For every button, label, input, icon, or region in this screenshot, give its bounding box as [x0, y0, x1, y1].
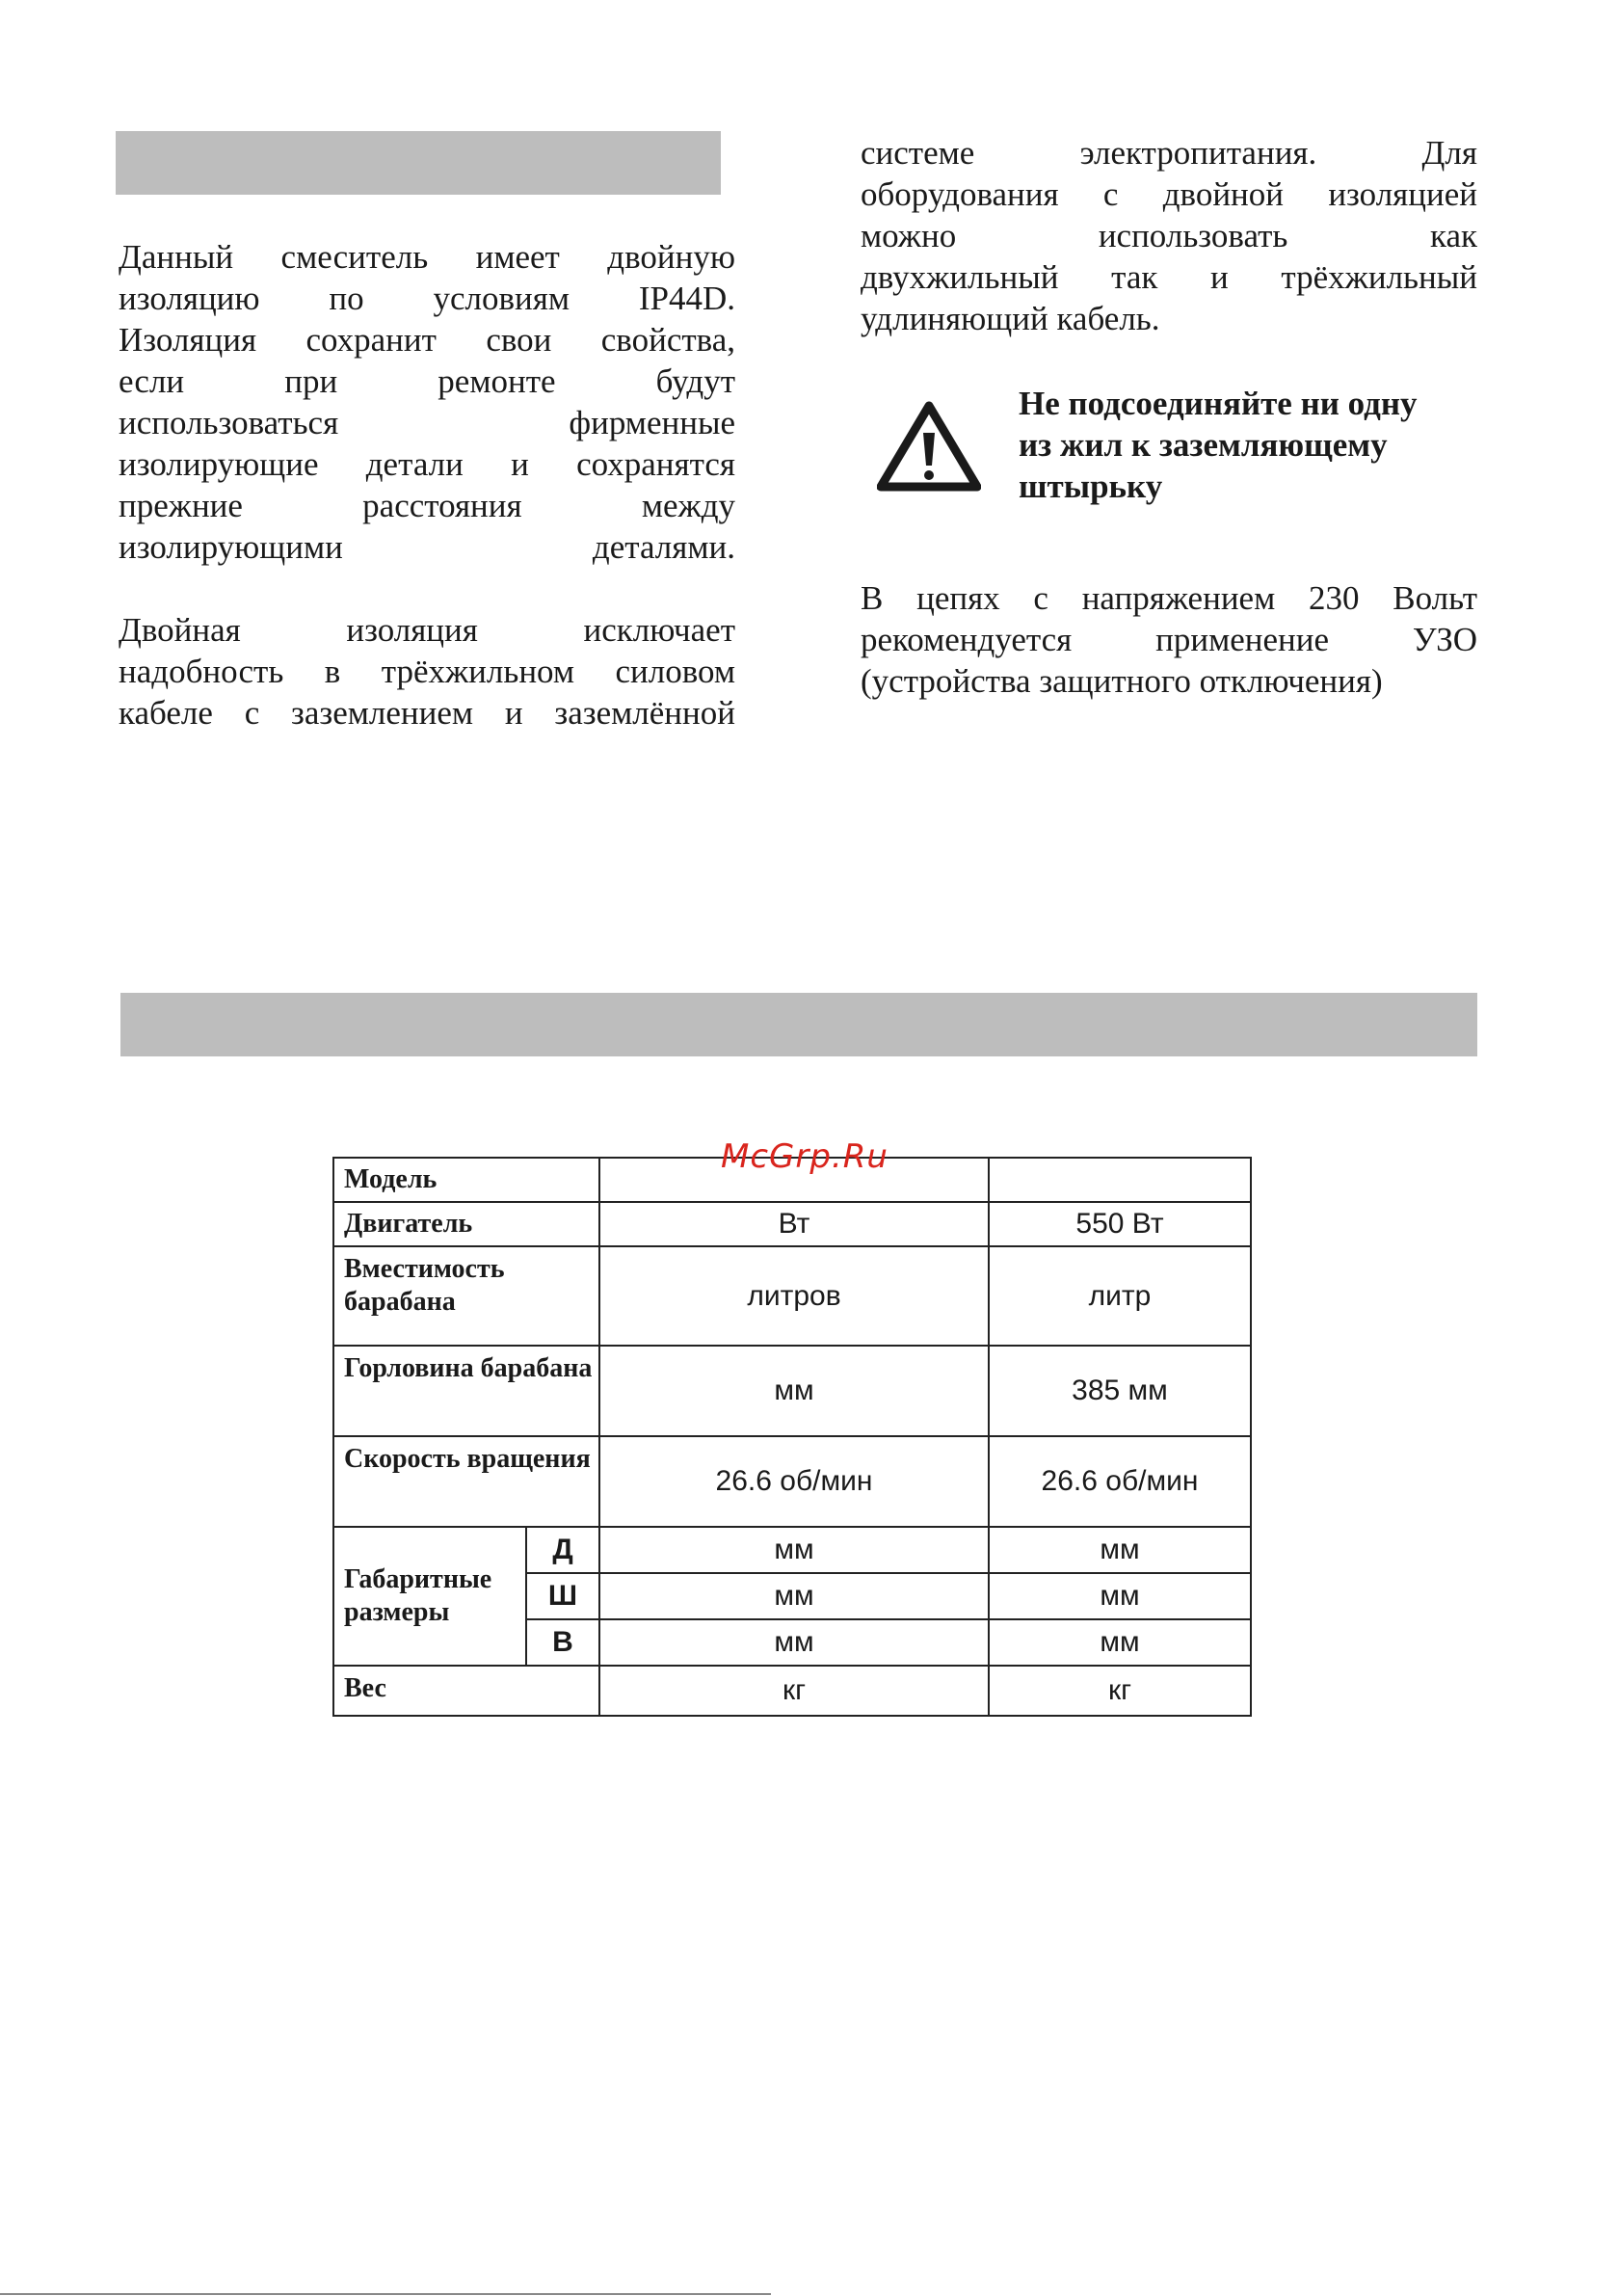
table-row: [333, 1436, 1251, 1527]
footer-divider: [0, 2293, 771, 2295]
right-column-text: [861, 132, 1477, 339]
text-line: двухжильный так и трёхжильный: [861, 258, 1477, 296]
text-line: (устройства защитного отключения): [861, 662, 1383, 700]
row-label-motor: Двигатель: [333, 1202, 599, 1246]
text-line: надобность в трёхжильном силовом: [119, 653, 735, 690]
motor-value-1: Вт: [599, 1202, 989, 1246]
text-line: системе электропитания. Для: [861, 134, 1477, 172]
height-value-2: мм: [989, 1619, 1251, 1666]
text-line: кабеле с заземлением и заземлённой: [119, 694, 735, 732]
motor-value-2: 550 Вт: [989, 1202, 1251, 1246]
dimension-axis-height: В: [526, 1619, 599, 1666]
row-label-model: Модель: [333, 1158, 599, 1202]
text-line: изоляцию по условиям IP44D.: [119, 280, 735, 317]
text-line: изолирующие детали и сохранятся: [119, 445, 735, 483]
table-row: [333, 1527, 1251, 1573]
text-line: рекомендуется применение УЗО: [861, 621, 1477, 658]
weight-value-2: кг: [989, 1666, 1251, 1716]
table-row: [333, 1246, 1251, 1346]
rotation-speed-value-1: 26.6 об/мин: [599, 1436, 989, 1527]
text-line: использоваться фирменные: [119, 404, 735, 441]
section-header-bar: [116, 131, 721, 195]
row-label-weight: Вес: [333, 1666, 599, 1716]
warning-triangle-icon: [877, 400, 981, 493]
dimension-axis-length: Д: [526, 1527, 599, 1573]
warning-line: Не подсоединяйте ни одну: [1019, 385, 1418, 422]
rotation-speed-value-2: 26.6 об/мин: [989, 1436, 1251, 1527]
drum-opening-value-2: 385 мм: [989, 1346, 1251, 1436]
drum-capacity-value-2: литр: [989, 1246, 1251, 1346]
height-value-1: мм: [599, 1619, 989, 1666]
drum-opening-value-1: мм: [599, 1346, 989, 1436]
warning-line: штырьку: [1019, 467, 1163, 505]
watermark-text: McGrp.Ru: [721, 1137, 889, 1176]
left-column-text: [119, 236, 735, 734]
table-row: [333, 1666, 1251, 1716]
section-header-bar: [120, 993, 1477, 1056]
warning-line: из жил к заземляющему: [1019, 426, 1388, 464]
length-value-1: мм: [599, 1527, 989, 1573]
row-label-drum-opening: Горловина барабана: [333, 1346, 599, 1436]
text-line: удлиняющий кабель.: [861, 300, 1160, 337]
text-line: если при ремонте будут: [119, 362, 735, 400]
text-line: Данный смеситель имеет двойную: [119, 238, 735, 276]
row-label-drum-capacity: Вместимость барабана: [333, 1246, 599, 1346]
specifications-table: [332, 1157, 1252, 1717]
row-label-dimensions: Габаритные размеры: [333, 1527, 526, 1666]
rcd-note: [861, 577, 1477, 702]
text-line: прежние расстояния между: [119, 487, 735, 524]
row-label-rotation-speed: Скорость вращения: [333, 1436, 599, 1527]
width-value-1: мм: [599, 1573, 989, 1619]
text-line: можно использовать как: [861, 217, 1477, 254]
text-line: изолирующими деталями.: [119, 528, 735, 566]
drum-capacity-value-1: литров: [599, 1246, 989, 1346]
weight-value-1: кг: [599, 1666, 989, 1716]
warning-text: [1019, 383, 1500, 507]
table-row: [333, 1202, 1251, 1246]
text-line: В цепях с напряжением 230 Вольт: [861, 579, 1477, 617]
length-value-2: мм: [989, 1527, 1251, 1573]
model-value-2: [989, 1158, 1251, 1202]
text-line: Двойная изоляция исключает: [119, 611, 735, 649]
width-value-2: мм: [989, 1573, 1251, 1619]
text-line: Изоляция сохранит свои свойства,: [119, 321, 735, 359]
dimension-axis-width: Ш: [526, 1573, 599, 1619]
warning-notice: [877, 383, 1494, 508]
table-row: [333, 1346, 1251, 1436]
text-line: оборудования с двойной изоляцией: [861, 175, 1477, 213]
